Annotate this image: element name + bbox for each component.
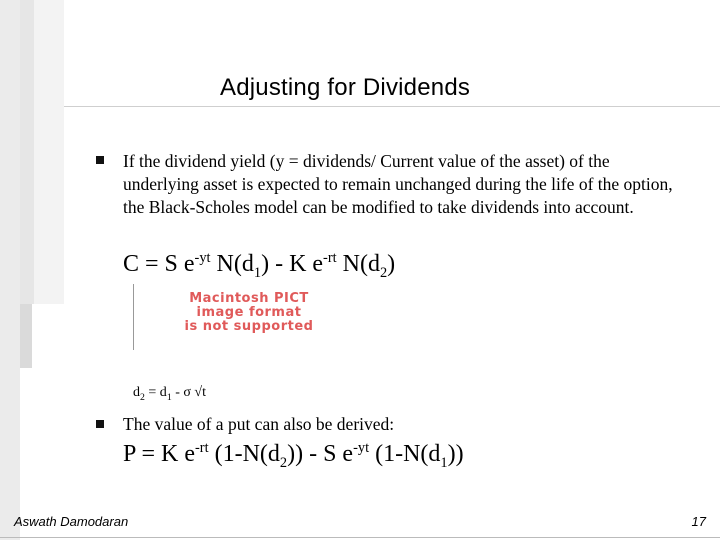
call-formula: C = S $e^{-yt}$ $N(d_1)$ - K $e^{-rt}$ $N(d_2)$ (123, 250, 396, 281)
bullet-text-put-value: The value of a put can also be derived: (123, 414, 395, 434)
bullet-text-dividend-yield: If the dividend yield (y = dividends/ Current value of the asset) of the underlying asset is expected to remain unchanged during the life of the option, the Black-Scholes model can be modified to take dividends into account. (123, 151, 673, 217)
decor-bar (34, 0, 64, 304)
title-divider (64, 106, 720, 107)
pict-placeholder-text: Macintosh PICT image format is not supported (184, 291, 314, 334)
slide-title: Adjusting for Dividends (220, 74, 471, 101)
decor-bar (20, 304, 32, 368)
footer-divider (0, 537, 720, 538)
footer-author: Aswath Damodaran (14, 514, 129, 529)
decor-bar (0, 0, 20, 540)
put-formula: P = K $e^{-rt}$ $(1-N(d_2))$ - S $e^{-yt}$ $(1-N(d_1))$ (123, 440, 464, 471)
page-number: 17 (691, 514, 706, 529)
pict-placeholder-image (133, 284, 359, 350)
d2-formula: $d_2 = d_1 - \sigma$ √t (133, 385, 207, 403)
bullet-marker (96, 156, 104, 164)
bullet-marker (96, 420, 104, 428)
